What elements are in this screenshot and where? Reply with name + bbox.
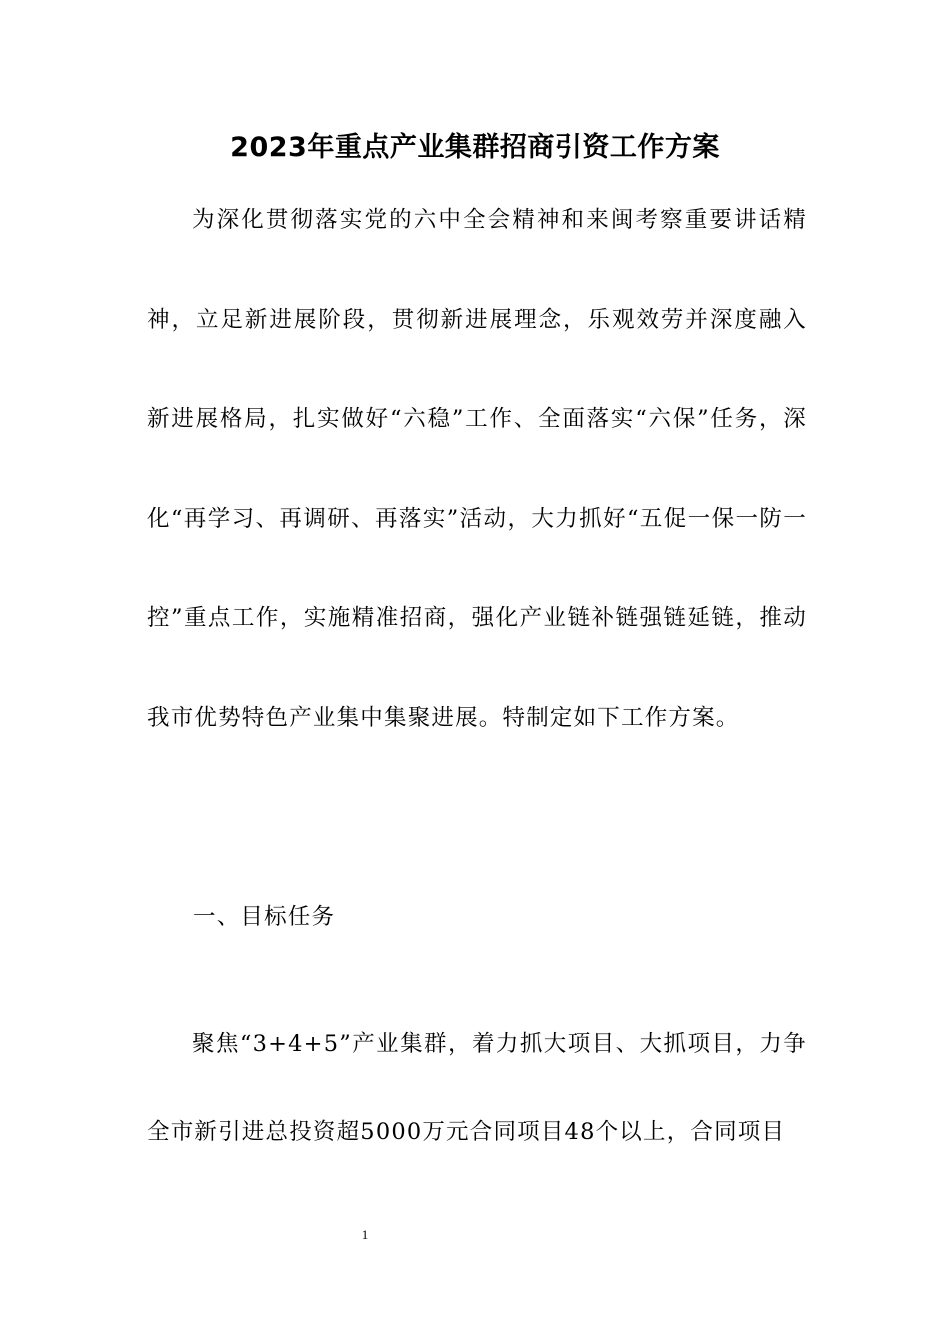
intro-paragraph: 为深化贯彻落实党的六中全会精神和来闽考察重要讲话精神，立足新进展阶段，贯彻新进展理念，乐观效劳并深度融入新进展格局，扎实做好“六稳”工作、全面落实“六保”任务，深化“再学习、再调研、再落实”活动，大力抓好“五促一保一防一控”重点工作，实施精准招商，强化产业链补链强链延链，推动我市优势特色产业集中集聚进展。特制定如下工作方案。 [147, 207, 807, 731]
target-paragraph: 聚焦“3+4+5”产业集群，着力抓大项目、大抓项目，力争全市新引进总投资超5000万元合同项目48个以上，合同项目 [147, 1031, 807, 1145]
document-title: 2023年重点产业集群招商引资工作方案 [230, 132, 720, 163]
section-heading: 一、目标任务 [193, 904, 336, 930]
page-number: 1 [361, 1227, 369, 1242]
